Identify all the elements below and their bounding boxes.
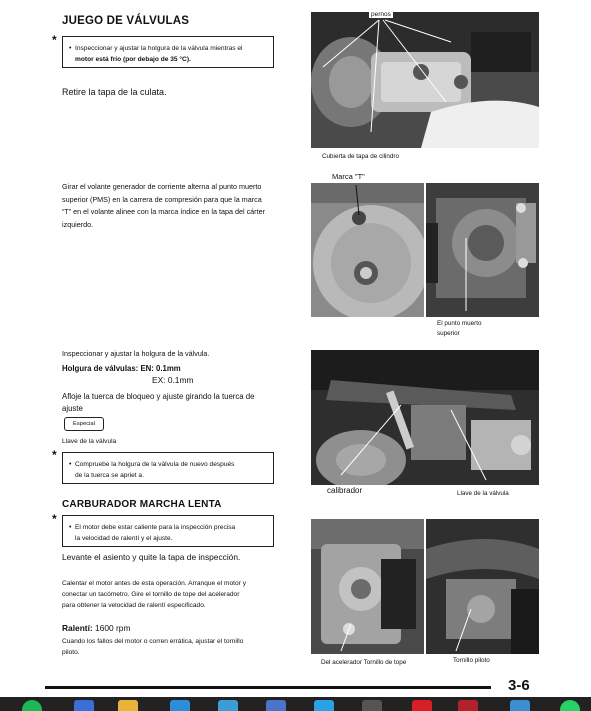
clearance-ex-value: EX: 0.1mm: [152, 375, 194, 385]
idle-spec: [62, 623, 130, 633]
step-remove-seat: Levante el asiento y quite la tapa de inspección.: [62, 552, 241, 562]
note-box-recheck: • Compruebe la holgura de la válvula de nuevo después de la tuerca se apriet a.: [62, 452, 274, 484]
folder-icon[interactable]: [118, 700, 138, 711]
netflix-icon[interactable]: [412, 700, 432, 711]
note-text: • Inspeccionar y ajustar la holgura de la válvula mientras el: [75, 45, 243, 52]
section-title-carburetor-idle: CARBURADOR MARCHA LENTA: [62, 499, 222, 510]
callout-line-pilot-screw: [426, 519, 539, 654]
step-remove-cover: Retire la tapa de la culata.: [62, 87, 167, 97]
clearance-in-value: EN: 0.1mm: [140, 364, 181, 373]
note-star: *: [52, 33, 57, 47]
step-rotate-flywheel: Girar el volante generador de corriente alterna al punto muerto superior (PMS) en la carrera de compresión para que la marca “T” en el volante alinee con la marca índice en la tapa del cárter izquierdo.: [62, 182, 265, 229]
section-title-valve-clearance: JUEGO DE VÁLVULAS: [62, 15, 190, 27]
app-icon[interactable]: [458, 700, 478, 711]
page-number: 3-6: [508, 677, 530, 694]
footer-rule: [45, 686, 491, 689]
idle-label: Ralentí:: [62, 623, 93, 633]
step-loosen-locknut: Afloje la tuerca de bloqueo y ajuste girando la tuerca de ajuste: [62, 392, 255, 413]
photo-pilot-screw: [426, 519, 539, 654]
photo-caption-pilot-screw: Tornillo piloto: [453, 657, 490, 664]
step-warm-engine: Calentar el motor antes de esta operación. Arranque el motor y conectar un tacómetro. Gire el tornillo de tope del acelerador para obtener la velocidad de ralentí especificado.: [62, 580, 246, 609]
photo-cylinder-head-cover: [311, 12, 539, 148]
photo-timing-mark: [426, 183, 539, 317]
callout-line-t-mark: [311, 183, 424, 317]
note-star: *: [52, 448, 57, 462]
callout-label-bolts: pernos: [371, 12, 391, 18]
note-star: *: [52, 512, 57, 526]
photo-caption-tdc: El punto muerto superior: [437, 320, 482, 337]
note-text-bold: motor está frío (por debajo de 35 °C).: [75, 56, 191, 63]
clearance-spec: [62, 363, 181, 374]
callout-label-valve-wrench: Llave de la válvula: [457, 490, 509, 497]
idle-value: 1600 rpm: [95, 623, 131, 633]
app-icon[interactable]: [170, 700, 190, 711]
app-icon[interactable]: [266, 700, 286, 711]
vscode-icon[interactable]: [314, 700, 334, 711]
photo-throttle-stop-screw: [311, 519, 424, 654]
browser-icon[interactable]: [74, 700, 94, 711]
app-icon[interactable]: [362, 700, 382, 711]
photo-caption-stop-screw: Del acelerador Tornillo de tope: [321, 659, 407, 666]
tool-name: Llave de la válvula: [62, 438, 117, 445]
special-tool-tag: Especial: [64, 417, 104, 431]
callout-label-feeler-gauge: calibrador: [327, 486, 363, 495]
clearance-label: Holgura de válvulas:: [62, 364, 139, 373]
photo-caption: Cubierta de tapa de cilindro: [322, 153, 400, 160]
note-box-warm-engine: • El motor debe estar caliente para la inspección precisa la velocidad de ralentí y el ajuste.: [62, 515, 274, 547]
note-box-cold-engine: [62, 36, 274, 68]
step-pilot-screw: Cuando los fallos del motor o corren errática, ajustar el tornillo piloto.: [62, 638, 244, 656]
callout-t-mark-text: Marca "T": [332, 172, 365, 181]
app-icon[interactable]: [218, 700, 238, 711]
callout-line-stop-screw: [311, 519, 424, 654]
photo-valve-adjustment: [311, 350, 539, 485]
callout-line-tdc: [426, 183, 539, 317]
callout-lines-adjust: [311, 350, 539, 485]
app-icon[interactable]: [510, 700, 530, 711]
callout-lines: [311, 12, 539, 148]
step-inspect-clearance: Inspeccionar y ajustar la holgura de la válvula.: [62, 349, 210, 358]
photo-flywheel-t-mark: [311, 183, 424, 317]
